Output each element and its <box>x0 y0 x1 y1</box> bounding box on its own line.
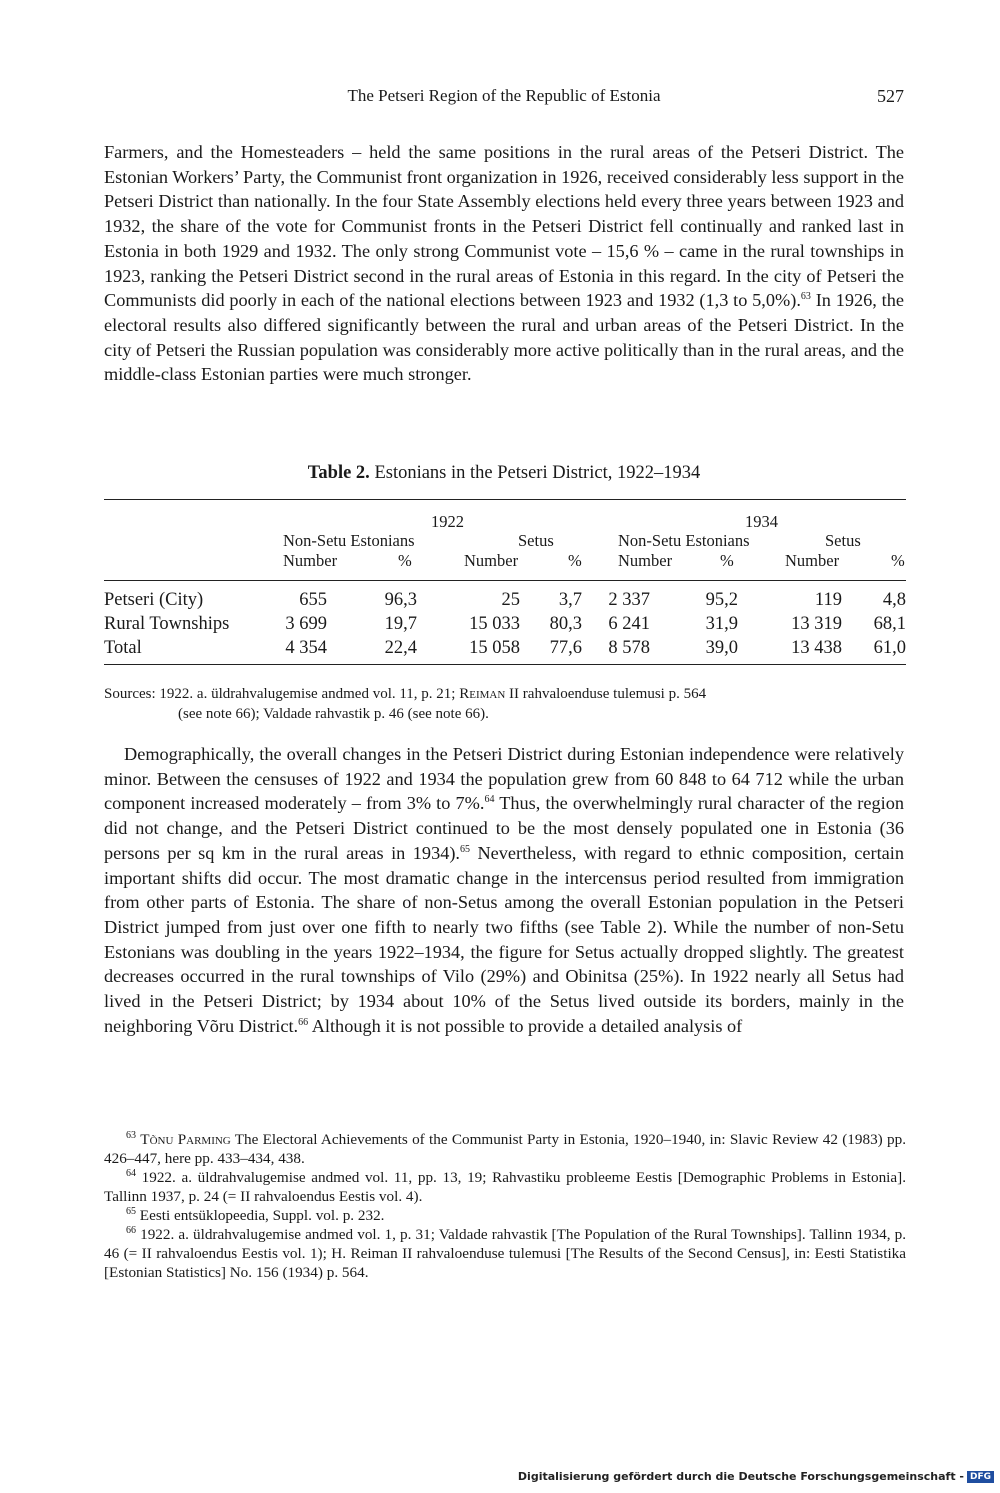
table-cell: 8 578 <box>608 638 650 658</box>
footnote-number: 64 <box>126 1167 136 1179</box>
table-cell: 13 319 <box>791 614 842 634</box>
table-cell: 80,3 <box>549 614 582 634</box>
table-caption-label: Table 2. <box>307 463 370 483</box>
sources-text: 1922. a. üldrahvalugemise andmed vol. 11, p. 21; <box>155 686 460 702</box>
paragraph-text: Farmers, and the Homesteaders – held the same positions in the rural areas of the Petseri District. The Estonian Workers’ Party, the Communist front organization in 1926, received considerably less support in the Petseri District than nationally. In the four State Assembly elections held every three years between 1923 and 1932, the share of the vote for Communist fronts in the Petseri District fell continually and ranked last in Estonia in both 1929 and 1932. The only strong Communist vote – 15,6 % – came in the rural townships in 1923, ranking the Petseri District second in the rural areas of Estonia in this regard. In the city of Petseri the Communists did poorly in each of the national elections between 1923 and 1932 (1,3 to 5,0%). <box>104 142 904 311</box>
col-header-number: Number <box>785 551 840 570</box>
table-bottom-rule <box>104 664 906 665</box>
running-head <box>104 86 904 112</box>
paragraph-text: In 1926, the electoral results also differed significantly between the rural and urban areas of the Petseri District. In the city of Petseri the Russian population was considerably more active politically than in the rural areas, and the middle-class Estonian parties were much stronger. <box>104 290 905 385</box>
table-top-rule <box>104 499 906 500</box>
footnotes <box>104 1130 906 1282</box>
col-header-number: Number <box>464 551 519 570</box>
sources-label: Sources: <box>104 686 156 702</box>
table-cell: 13 438 <box>791 638 842 658</box>
row-label-petseri-city: Petseri (City) <box>104 590 204 610</box>
running-title: The Petseri Region of the Republic of Estonia <box>347 86 661 105</box>
footnote-number: 63 <box>126 1129 136 1141</box>
table-cell: 39,0 <box>705 638 738 658</box>
dfg-logo: DFG <box>967 1471 994 1483</box>
group-header-setus-1934: Setus <box>825 531 861 550</box>
paragraph-text: Nevertheless, with regard to ethnic composition, certain important shifts did occur. The most dramatic change in the intercensus period resulted from immigration from other parts of Estonia. The share of non-Setus among the overall Estonian population in the Petseri District jumped from just over one fifth to nearly two fifths (see Table 2). While the number of non-Setu Estonians was doubling in the years 1922–1934, the figure for Setus actually dropped slightly. The greatest decreases occurred in the rural townships of Vilo (29%) and Obinitsa (25%). In 1922 nearly all Setus had lived in the Petseri District; by 1934 about 10% of the Setus lived outside its borders, mainly in the neighboring Võru District. <box>104 842 904 1036</box>
table-cell: 4,8 <box>882 590 906 610</box>
sources-text: (see note 66); Valdade rahvastik p. 46 (see note 66). <box>178 705 489 722</box>
year-header-1922: 1922 <box>431 512 464 531</box>
table-caption-text: Estonians in the Petseri District, 1922–1934 <box>369 463 701 483</box>
table-header-rule <box>104 580 906 581</box>
table-cell: 655 <box>299 590 327 610</box>
footnote-text: 1922. a. üldrahvalugemise andmed vol. 1, p. 31; Valdade rahvastik [The Population of the Rural Townships]. Tallinn 1934, p. 46 (= II rahvaloendus Eestis vol. 1); H. Reiman II rahvaloenduse tulemusi [The Results of the Second Census], in: Eesti Statistika [Estonian Statistics] No. 156 (1934) p. 564. <box>104 1226 906 1281</box>
footnote-66 <box>104 1225 906 1282</box>
col-header-percent: % <box>398 551 412 570</box>
row-label-rural-townships: Rural Townships <box>104 614 230 634</box>
footnote-text: The Electoral Achievements of the Communist Party in Estonia, 1920–1940, in: Slavic Review 42 (1983) pp. 426–447, here pp. 433–434, 438. <box>104 1131 906 1167</box>
group-header-setus-1922: Setus <box>518 531 554 550</box>
year-header-1934: 1934 <box>745 512 778 531</box>
footnote-63 <box>104 1130 906 1168</box>
table-cell: 6 241 <box>608 614 650 634</box>
footnote-author: Tõnu Parming <box>140 1131 231 1148</box>
group-header-non-setu-1922: Non-Setu Estonians <box>283 531 415 550</box>
col-header-percent: % <box>720 551 734 570</box>
col-header-percent: % <box>891 551 905 570</box>
table-cell: 61,0 <box>873 638 906 658</box>
row-label-total: Total <box>104 638 142 658</box>
footnote-ref-66[interactable]: 66 <box>298 1016 309 1028</box>
table-cell: 2 337 <box>608 590 650 610</box>
table-cell: 15 058 <box>469 638 520 658</box>
digitization-footer <box>518 1470 994 1483</box>
table-cell: 119 <box>814 590 842 610</box>
table-cell: 25 <box>501 590 520 610</box>
table-caption <box>104 463 904 484</box>
table-cell: 31,9 <box>705 614 738 634</box>
col-header-percent: % <box>568 551 582 570</box>
table-cell: 4 354 <box>285 638 327 658</box>
page-number: 527 <box>877 86 904 106</box>
footnote-ref-65[interactable]: 65 <box>460 843 471 855</box>
table-cell: 3,7 <box>558 590 582 610</box>
footnote-ref-63[interactable]: 63 <box>800 291 811 303</box>
sources-text: II rahvaloenduse tulemusi p. 564 <box>505 686 707 702</box>
table-cell: 15 033 <box>469 614 520 634</box>
table-sources <box>104 685 904 724</box>
group-header-non-setu-1934: Non-Setu Estonians <box>618 531 750 550</box>
body-paragraph-2 <box>104 742 904 1038</box>
footnote-number: 66 <box>126 1224 136 1236</box>
footnote-65 <box>104 1206 906 1225</box>
col-header-number: Number <box>618 551 673 570</box>
footnote-text: 1922. a. üldrahvalugemise andmed vol. 11, pp. 13, 19; Rahvastiku probleeme Eestis [Demographic Problems in Estonia]. Tallinn 1937, p. 24 (= II rahvaloendus Eestis vol. 4). <box>104 1169 906 1205</box>
footnote-64 <box>104 1168 906 1206</box>
footnote-text: Eesti entsüklopeedia, Suppl. vol. p. 232. <box>136 1207 385 1224</box>
footnote-number: 65 <box>126 1205 136 1217</box>
body-paragraph-1 <box>104 140 904 387</box>
paragraph-text: Although it is not possible to provide a detailed analysis of <box>308 1015 743 1036</box>
table-cell: 22,4 <box>384 638 417 658</box>
footer-text: Digitalisierung gefördert durch die Deutsche Forschungsgemeinschaft - <box>517 1470 964 1483</box>
table-cell: 3 699 <box>285 614 327 634</box>
footnote-ref-64[interactable]: 64 <box>484 794 495 806</box>
table-cell: 19,7 <box>384 614 417 634</box>
sources-author: Reiman <box>459 686 506 702</box>
paragraph-text: Thus, the overwhelmingly rural character of the region did not change, and the Petseri District continued to be the most densely populated one in Estonia (36 persons per sq km in the rural areas in 1934). <box>104 793 904 863</box>
paragraph-text: Demographically, the overall changes in the Petseri District during Estonian independence were relatively minor. Between the censuses of 1922 and 1934 the population grew from 60 848 to 64 712 while the urban component increased moderately – from 3% to 7%. <box>104 744 904 814</box>
table-cell: 96,3 <box>384 590 417 610</box>
col-header-number: Number <box>283 551 338 570</box>
table-cell: 95,2 <box>705 590 738 610</box>
table-cell: 77,6 <box>549 638 582 658</box>
table-cell: 68,1 <box>873 614 906 634</box>
